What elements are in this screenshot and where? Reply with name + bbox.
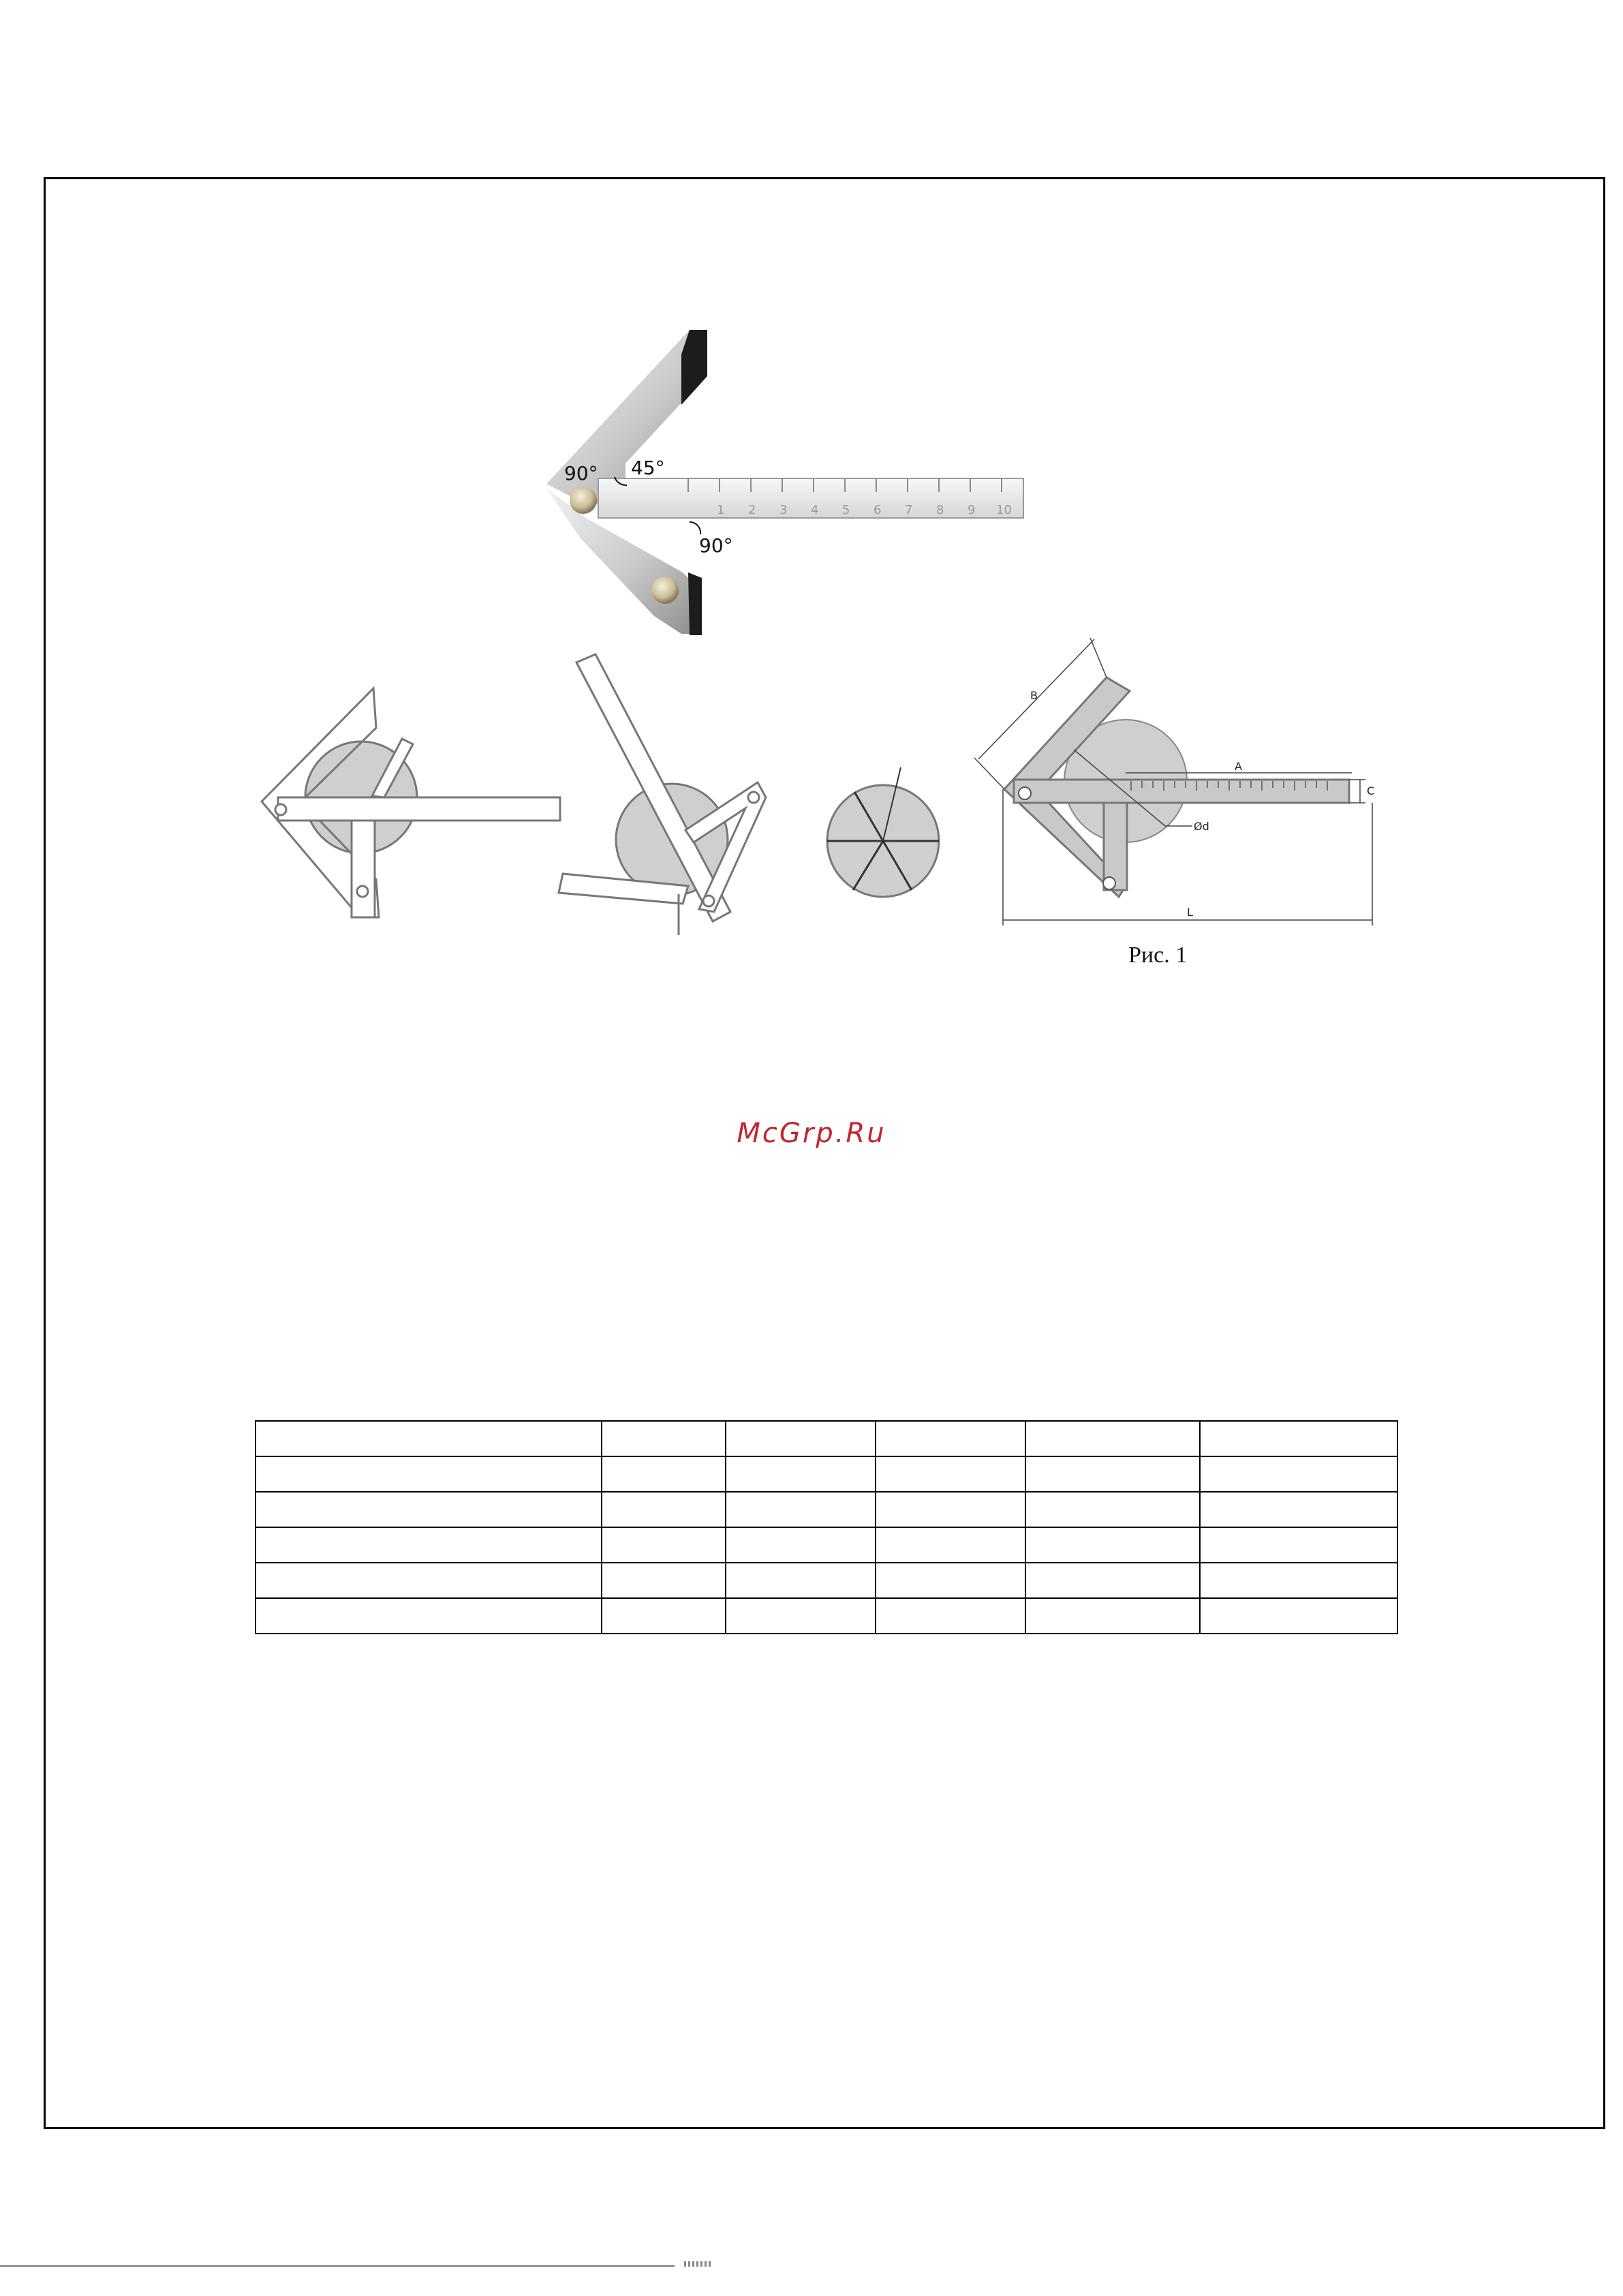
dimension-label-A: A <box>1235 760 1242 773</box>
ruler-tick-label: 3 <box>779 503 788 517</box>
ruler-tick-label: 6 <box>874 503 882 517</box>
table-cell <box>726 1421 876 1456</box>
table-row <box>256 1492 1397 1527</box>
table-cell <box>1200 1527 1397 1563</box>
ruler-tick-label: 5 <box>842 503 850 517</box>
table-cell <box>876 1421 1025 1456</box>
table-cell <box>1200 1492 1397 1527</box>
ruler-tick-label: 10 <box>996 503 1012 517</box>
table-cell <box>1025 1492 1200 1527</box>
ruler-tick-label: 9 <box>968 503 976 517</box>
table-cell <box>726 1598 876 1634</box>
pivot-screw-upper <box>570 487 597 514</box>
angle-label-45: 45° <box>631 457 665 479</box>
table-cell <box>602 1598 726 1634</box>
dimension-label-C: C <box>1367 784 1375 797</box>
dimension-label-d: Ød <box>1194 820 1209 833</box>
pivot-screw-lower <box>651 577 679 604</box>
table-row <box>256 1527 1397 1563</box>
dimension-label-L: L <box>1187 906 1193 919</box>
watermark: McGrp.Ru <box>737 1118 886 1149</box>
table-cell <box>602 1456 726 1492</box>
table-cell <box>876 1598 1025 1634</box>
ruler-tick-label: 8 <box>936 503 944 517</box>
ruler-tick-label: 2 <box>748 503 756 517</box>
table-cell <box>602 1421 726 1456</box>
table-row <box>256 1421 1397 1456</box>
ruler-tick-label: 1 <box>717 503 725 517</box>
table-cell <box>1025 1563 1200 1598</box>
angle-label-outer-90: 90° <box>564 462 598 485</box>
ruler-tick-label: 4 <box>811 503 819 517</box>
center-square-photo <box>546 330 1023 635</box>
table-row <box>256 1456 1397 1492</box>
footer-rule <box>0 2265 675 2267</box>
table-cell <box>1025 1456 1200 1492</box>
dimension-label-B: B <box>1030 689 1038 702</box>
lower-arm-edge <box>688 572 702 635</box>
table-cell <box>1025 1527 1200 1563</box>
table-cell <box>726 1492 876 1527</box>
table-cell <box>602 1563 726 1598</box>
ruler-tick-label: 7 <box>905 503 913 517</box>
table-cell <box>1200 1598 1397 1634</box>
table-cell <box>256 1421 602 1456</box>
table-row <box>256 1598 1397 1634</box>
table-cell <box>256 1492 602 1527</box>
table-cell <box>876 1563 1025 1598</box>
table-cell <box>256 1563 602 1598</box>
table-cell <box>876 1456 1025 1492</box>
table-cell <box>256 1598 602 1634</box>
figure-caption: Рис. 1 <box>1128 943 1188 968</box>
table-cell <box>726 1563 876 1598</box>
table-row <box>256 1563 1397 1598</box>
angle-label-lower-90: 90° <box>699 534 733 557</box>
figure-1 <box>0 0 1623 995</box>
table-cell <box>1200 1421 1397 1456</box>
table-cell <box>602 1492 726 1527</box>
table-cell <box>1200 1456 1397 1492</box>
dimension-drawing <box>974 638 1374 968</box>
usage-sketch-3 <box>827 767 939 897</box>
angle-arc <box>690 522 700 534</box>
table-cell <box>876 1492 1025 1527</box>
specification-table <box>255 1420 1398 1634</box>
table-cell <box>256 1456 602 1492</box>
table-cell <box>876 1527 1025 1563</box>
table-cell <box>256 1527 602 1563</box>
usage-sketch-2 <box>559 654 766 935</box>
table-cell <box>1025 1598 1200 1634</box>
table-cell <box>726 1527 876 1563</box>
table-cell <box>602 1527 726 1563</box>
usage-sketch-1 <box>262 688 560 917</box>
table-cell <box>726 1456 876 1492</box>
table-cell <box>1200 1563 1397 1598</box>
table-cell <box>1025 1421 1200 1456</box>
footer-mark <box>684 2261 711 2267</box>
